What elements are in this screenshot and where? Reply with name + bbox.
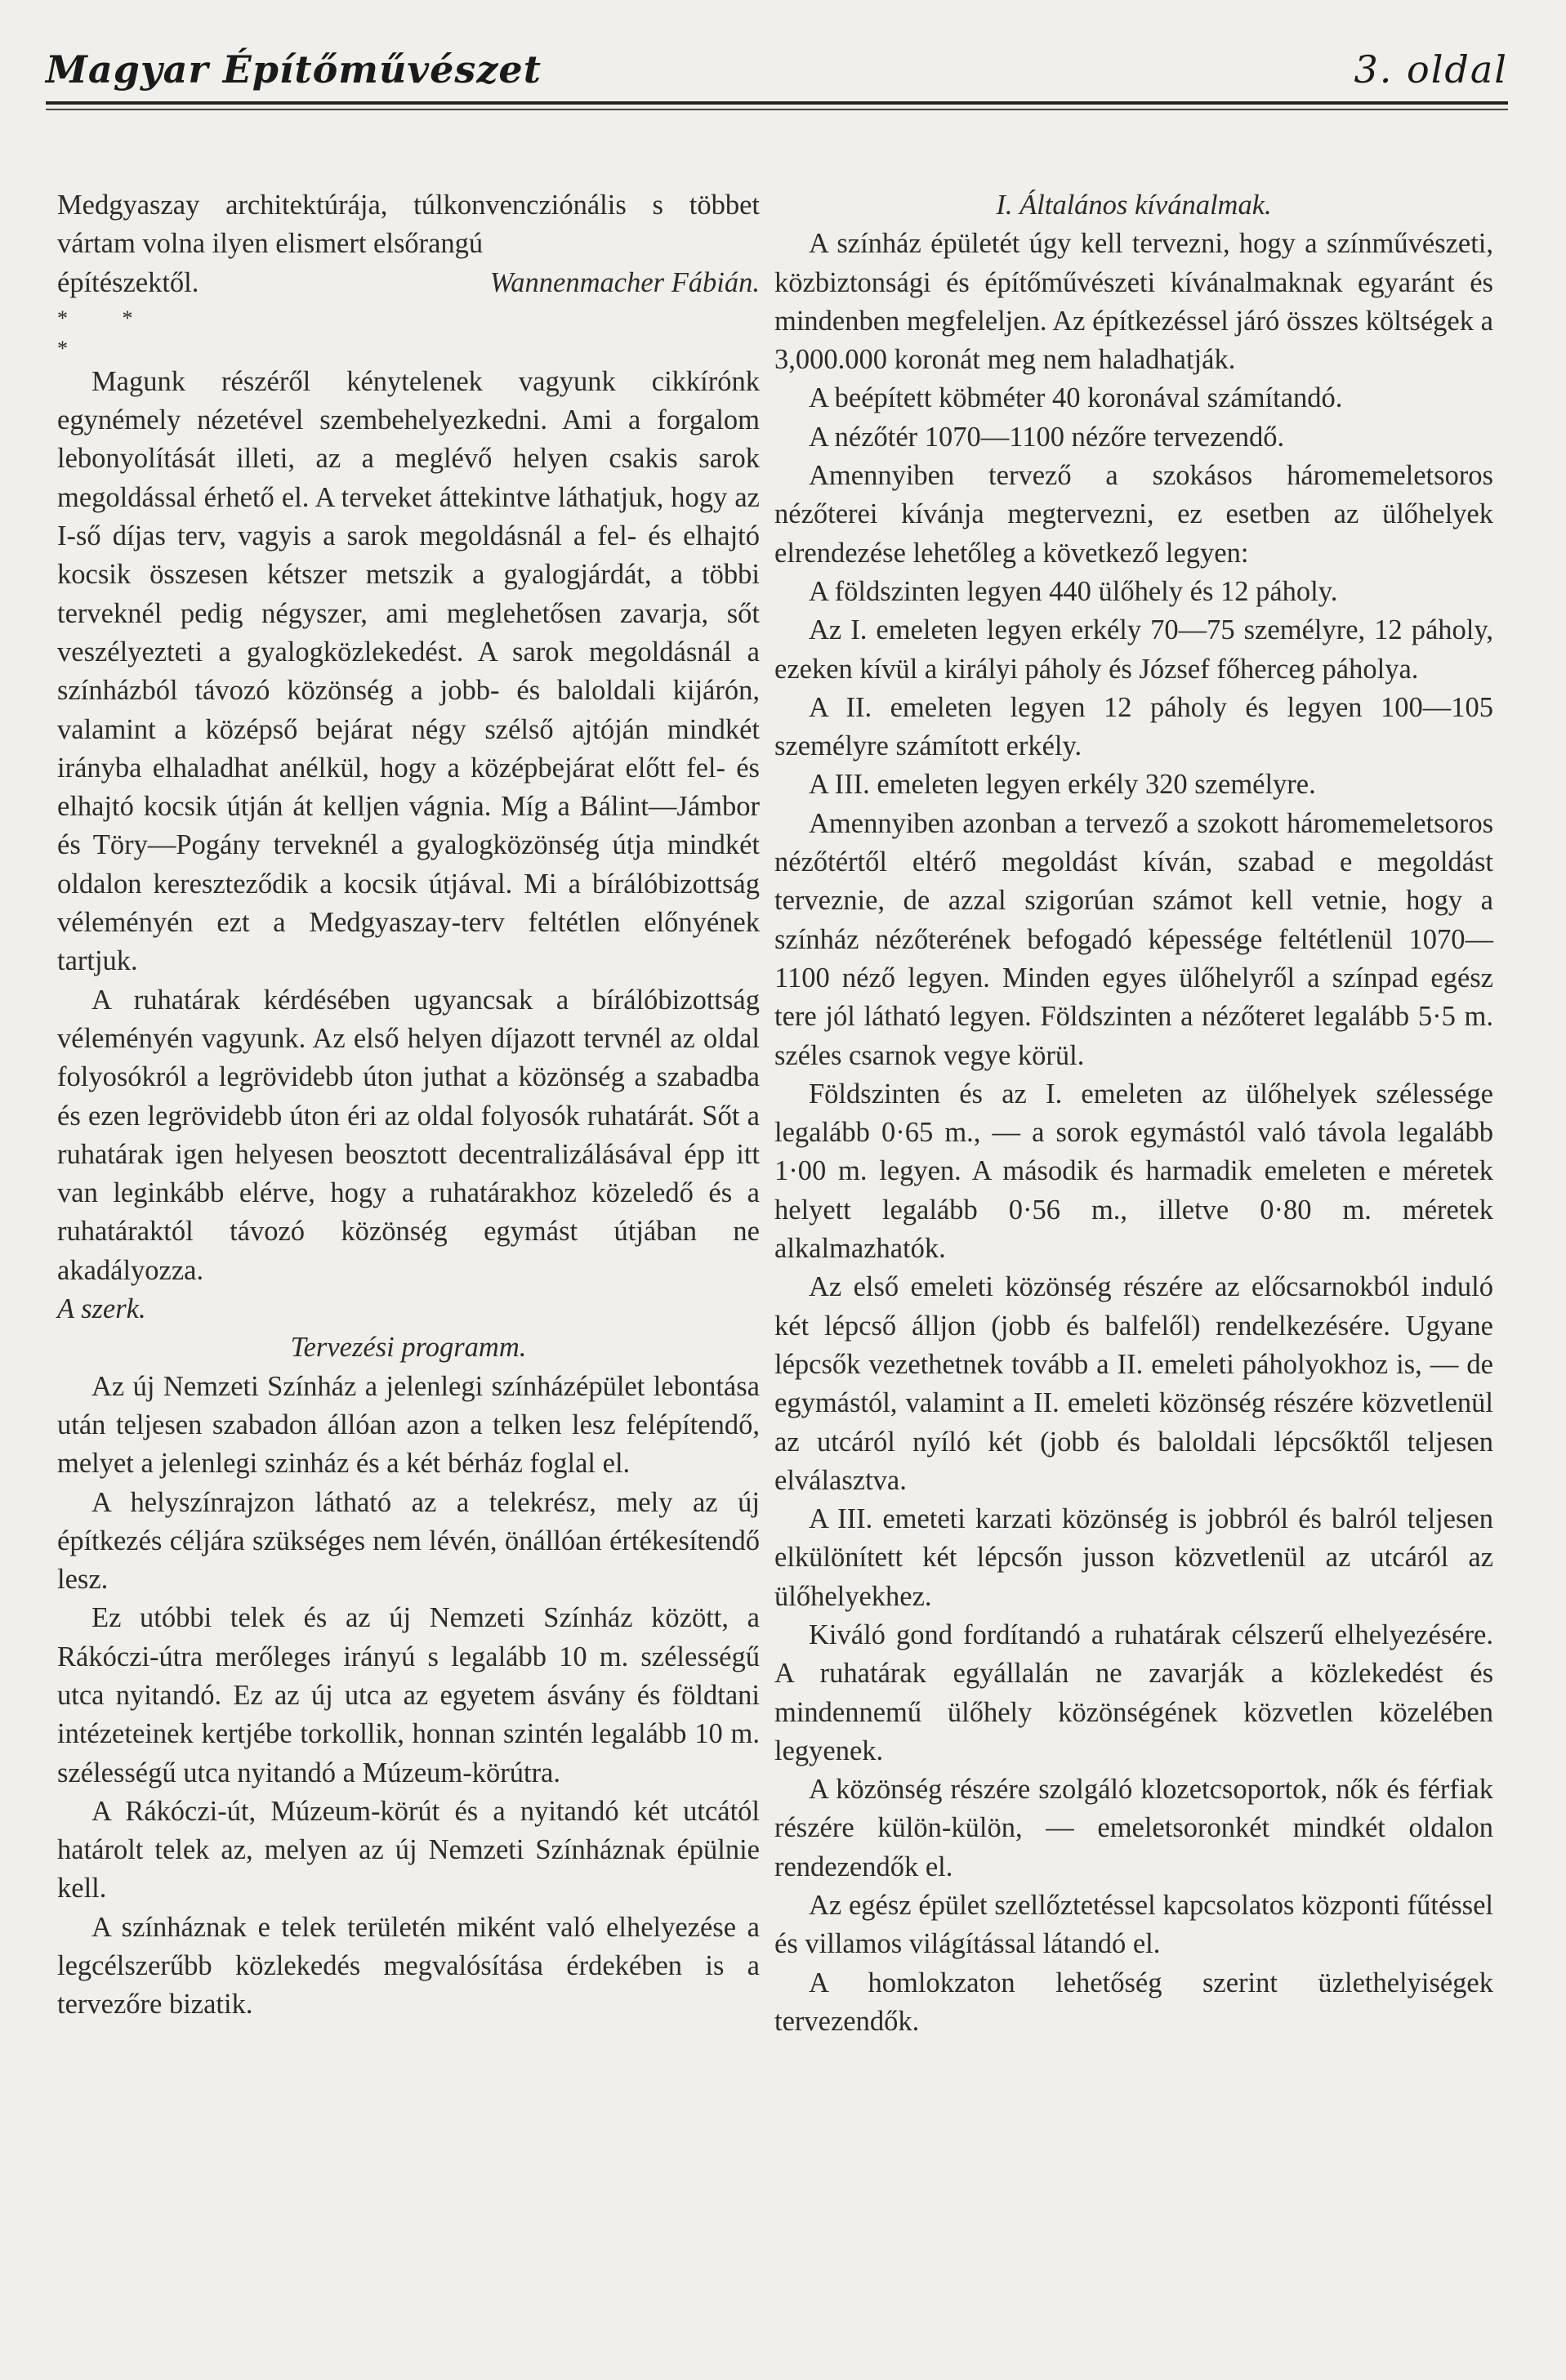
author-name: Wannenmacher Fábián. (489, 266, 760, 298)
author-signature-line (57, 264, 760, 302)
left-column (57, 186, 760, 2025)
article-paragraph: Medgyaszay architektúrája, túlkonvencziónális s többet vártam volna ilyen elismert elsőrangú (57, 190, 760, 260)
journal-title: Magyar Építőművészet (46, 47, 542, 92)
paragraph-end: építészektől. (57, 266, 199, 298)
program-paragraph: A Rákóczi-út, Múzeum-körút és a nyitandó két utcától határolt telek az, melyen az új Nemzeti Színháznak épülnie kell. (57, 1795, 760, 1904)
header-rule-thick (46, 101, 1508, 105)
requirement-paragraph: A homlokzaton lehetőség szerint üzlethelyiségek tervezendők. (774, 1967, 1493, 2037)
right-column (774, 186, 1493, 2041)
requirement-paragraph: Az egész épület szellőztetéssel kapcsolatos központi fűtéssel és villamos világítással látandó el. (774, 1890, 1493, 1960)
program-paragraph: Az új Nemzeti Színház a jelenlegi színházépület lebontása után teljesen szabadon állóan azon a telken lesz felépítendő, melyet a jelenlegi szinház és a két bérház foglal el. (57, 1370, 760, 1480)
requirement-paragraph: A közönség részére szolgáló klozetcsoportok, nők és férfiak részére külön-külön, — emeletsoronkét mindkét oldalon rendezendők el. (774, 1774, 1493, 1882)
editorial-paragraph: Magunk részéről kénytelenek vagyunk cikkírónk egynémely nézetével szembehelyezkedni. Ami a forgalom lebonyolítását illeti, az a meglévő helyen csakis sarok megoldással érhető el. A terveket áttekintve láthatjuk, hogy az I-ső díjas terv, vagyis a sarok megoldásnál a fel- és elhajtó kocsik összesen kétszer metszik a gyalogjárdát, a többi terveknél pedig négyszer, ami meglehetősen zavarja, sőt veszélyezteti a gyalogközlekedést. A sarok megoldásnál a színházból távozó közönség a jobb- és baloldali kijárón, valamint a középső bejárat négy szélső ajtóján mindkét irányba elhaladhat anélkül, hogy a középbejárat előtt fel- és elhajtó kocsik útján át kelljen vágnia. Míg a Bálint—Jámbor és Töry—Pogány terveknél a gyalogközönség útja mindkét oldalon kereszteződik a kocsik útjával. Mi a bírálóbizottság véleményén ezt a Medgyaszay-terv feltétlen előnyének tartjuk. (57, 365, 760, 977)
section-heading: I. Általános kívánalmak. (996, 190, 1272, 221)
requirement-paragraph: Amennyiben azonban a tervező a szokott háromemeletsoros nézőtértől eltérő megoldást kíván, szabad e megoldást terveznie, de azzal szigorúan számot kell vetnie, hogy a színház nézőterének befogadó képessége feltétlenül 1070—1100 néző legyen. Minden egyes ülőhelyről a színpad egész tere jól látható legyen. Földszinten a nézőteret legalább 5·5 m. széles csarnok vegye körül. (774, 807, 1493, 1071)
page-header (46, 33, 1508, 106)
requirement-paragraph: A II. emeleten legyen 12 páholy és legyen 100—105 személyre számított erkély. (774, 691, 1493, 762)
requirement-paragraph: A beépített köbméter 40 koronával számítandó. (809, 382, 1343, 414)
program-paragraph: Ez utóbbi telek és az új Nemzeti Színház között, a Rákóczi-útra merőleges irányú s legalább 10 m. szélességű utca nyitandó. Ez az új utca az egyetem ásvány és földtani intézeteinek kertjébe torkollik, honnan szintén legalább 10 m. szélességű utca nyitandó a Múzeum-körútra. (57, 1602, 760, 1788)
requirement-paragraph: A III. emeteti karzati közönség is jobbról és balról teljesen elkülönített két lépcsőn jusson közvetlenül az utcáról az ülőhelyekhez. (774, 1503, 1493, 1612)
section-separator-stars: * * (57, 306, 158, 330)
requirement-paragraph: Az I. emeleten legyen erkély 70—75 személyre, 12 páholy, ezeken kívül a királyi páholy és József főherceg páholya. (774, 614, 1493, 685)
program-paragraph: A helyszínrajzon látható az a telekrész, mely az új építkezés céljára szükséges nem lévén, önállóan értékesítendő lesz. (57, 1486, 760, 1596)
page-number: 3. oldal (1354, 47, 1508, 92)
requirement-paragraph: A földszinten legyen 440 ülőhely és 12 páholy. (809, 575, 1338, 607)
editor-signature: A szerk. (57, 1293, 146, 1325)
requirement-paragraph: Amennyiben tervező a szokásos háromemeletsoros nézőterei kívánja megtervezni, ez esetben az ülőhelyek elrendezése lehetőleg a következő legyen: (774, 460, 1493, 569)
editorial-paragraph: A ruhatárak kérdésében ugyancsak a bírálóbizottság véleményén vagyunk. Az első helyen díjazott tervnél az oldal folyosókról a legrövidebb úton juthat a közönség a szabadba és ezen legrövidebb úton éri az oldal folyosók ruhatárát. Sőt a ruhatárak igen helyesen beosztott decentralizálásával épp itt van leginkább elérve, hogy a ruhatárakhoz közeledő és a ruhatáraktól távozó közönség egymást útjában ne akadályozza. (57, 984, 760, 1286)
program-paragraph: A színháznak e telek területén miként való elhelyezése a legcélszerűbb közlekedés megvalósítása érdekében is a tervezőre bizatik. (57, 1911, 760, 2021)
requirement-paragraph: A színház épületét úgy kell tervezni, hogy a színművészeti, közbiztonsági és építőművészeti kívánalmaknak egyaránt és mindenben megfeleljen. Az építkezéssel járó összes költségek a 3,000.000 koronát meg nem haladhatják. (774, 228, 1493, 376)
requirement-paragraph: Kiváló gond fordítandó a ruhatárak célszerű elhelyezésére. A ruhatárak egyállalán ne zavarják a közlekedést és mindennemű ülőhely közönségének közvetlen közelében legyenek. (774, 1619, 1493, 1766)
section-heading: Tervezési programm. (290, 1332, 527, 1364)
requirement-paragraph: A III. emeleten legyen erkély 320 személyre. (809, 769, 1316, 801)
section-separator-star: * (57, 336, 68, 360)
requirement-paragraph: A nézőtér 1070—1100 nézőre tervezendő. (809, 421, 1285, 453)
requirement-paragraph: Az első emeleti közönség részére az előcsarnokból induló két lépcső álljon (jobb és balfelől) rendelkezésére. Ugyane lépcsők vezethetnek tovább a II. emeleti páholyokhoz is, — de egymástól, valamint a II. emeleti közönség részére közvetlenül az utcáról nyíló két (jobb és baloldali lépcsőktől teljesen elválasztva. (774, 1271, 1493, 1496)
requirement-paragraph: Földszinten és az I. emeleten az ülőhelyek szélessége legalább 0·65 m., — a sorok egymástól való távola legalább 1·00 m. legyen. A második és harmadik emeleten e méretek helyett legalább 0·56 m., illetve 0·80 m. méretek alkalmazhatók. (774, 1078, 1493, 1265)
header-rule-thin (46, 109, 1508, 110)
